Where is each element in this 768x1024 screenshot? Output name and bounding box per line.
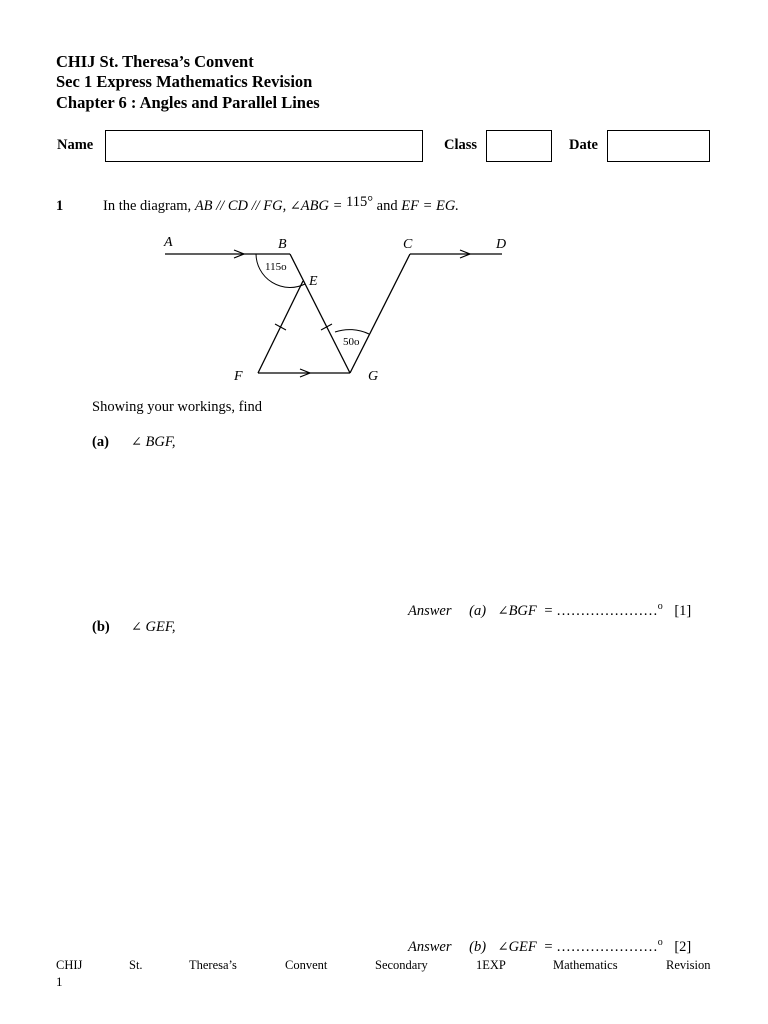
answer-target: BGF bbox=[508, 602, 537, 619]
answer-blank[interactable]: ………………… bbox=[556, 602, 658, 619]
angle-label-g: 50o bbox=[343, 336, 360, 348]
answer-word: Answer bbox=[408, 602, 452, 619]
point-label-c: C bbox=[403, 237, 413, 252]
answer-blank[interactable]: ………………… bbox=[556, 938, 658, 955]
point-label-g: G bbox=[368, 369, 379, 384]
angle-symbol: ∠ bbox=[131, 434, 142, 449]
part-a-label: (a) bbox=[92, 434, 109, 450]
point-label-f: F bbox=[234, 369, 243, 384]
angle-symbol: ∠ bbox=[131, 619, 142, 634]
footer-word: Revision bbox=[666, 958, 711, 972]
answer-line-a bbox=[408, 601, 691, 620]
school-title: CHIJ St. Theresa’s Convent bbox=[56, 52, 254, 71]
part-a-question bbox=[131, 434, 175, 451]
part-b-label: (b) bbox=[92, 619, 110, 635]
footer-word: St. bbox=[129, 958, 143, 972]
statement-parallel: AB // CD // FG, bbox=[194, 198, 287, 214]
answer-degree: o bbox=[657, 601, 663, 612]
footer-word: Mathematics bbox=[553, 958, 618, 972]
answer-equals: = bbox=[544, 938, 553, 955]
part-b-question bbox=[131, 619, 175, 636]
tick-ef bbox=[275, 324, 286, 330]
date-field[interactable] bbox=[607, 130, 710, 162]
footer-word: Theresa’s bbox=[189, 958, 237, 972]
footer-word: Secondary bbox=[375, 958, 428, 972]
class-field[interactable] bbox=[486, 130, 552, 162]
statement-intro: In the diagram, bbox=[103, 198, 192, 214]
answer-part-label: (a) bbox=[469, 602, 487, 619]
page-footer bbox=[0, 958, 768, 976]
footer-word: Convent bbox=[285, 958, 328, 972]
geometry-diagram bbox=[150, 228, 530, 390]
angle-symbol: ∠ bbox=[497, 938, 509, 954]
statement-angle-value: 115° bbox=[346, 194, 374, 210]
name-field[interactable] bbox=[105, 130, 423, 162]
answer-line-b bbox=[408, 937, 691, 956]
course-title: Sec 1 Express Mathematics Revision bbox=[56, 72, 313, 91]
part-a-target: BGF, bbox=[145, 434, 176, 450]
part-b-target: GEF, bbox=[145, 619, 176, 635]
question-number: 1 bbox=[56, 198, 64, 214]
name-label: Name bbox=[57, 137, 94, 153]
answer-word: Answer bbox=[408, 938, 452, 955]
line-bg bbox=[290, 254, 350, 373]
page-number: 1 bbox=[56, 974, 63, 989]
line-cg bbox=[350, 254, 410, 373]
instruction-text: Showing your workings, find bbox=[92, 399, 262, 415]
date-label: Date bbox=[569, 137, 598, 153]
tick-eg bbox=[321, 324, 332, 330]
answer-part-label: (b) bbox=[469, 938, 487, 955]
answer-equals: = bbox=[544, 602, 553, 619]
statement-equal: EF = EG. bbox=[401, 198, 459, 214]
angle-label-b: 115o bbox=[265, 261, 287, 273]
point-label-b: B bbox=[278, 237, 287, 252]
angle-arc-g bbox=[335, 330, 369, 334]
statement-angle: ABG = bbox=[300, 198, 343, 214]
answer-target: GEF bbox=[508, 938, 537, 955]
point-label-a: A bbox=[164, 235, 173, 250]
answer-degree: o bbox=[657, 937, 663, 948]
chapter-title: Chapter 6 : Angles and Parallel Lines bbox=[56, 93, 320, 112]
point-label-d: D bbox=[496, 237, 507, 252]
footer-word: CHIJ bbox=[56, 958, 83, 972]
point-label-e: E bbox=[309, 274, 318, 289]
angle-symbol: ∠ bbox=[289, 198, 301, 213]
class-label: Class bbox=[444, 137, 478, 153]
angle-symbol: ∠ bbox=[497, 602, 509, 618]
footer-word: 1EXP bbox=[476, 958, 506, 972]
statement-connector: and bbox=[376, 198, 398, 214]
question-statement bbox=[103, 194, 459, 215]
answer-marks: [2] bbox=[674, 938, 692, 955]
answer-marks: [1] bbox=[674, 602, 692, 619]
